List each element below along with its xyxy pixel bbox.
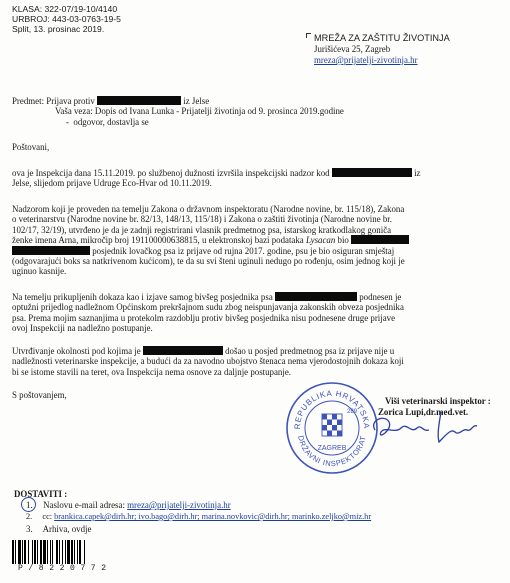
stamp-number: 289 <box>347 409 358 415</box>
paragraph-line: Nadzorom koji je proveden na temelju Zakona o državnom inspektoratu (Narodne novine, br. 115/18), Zakona <box>12 204 405 214</box>
paragraph-line: (odgovarajući boks sa natkrivenom kućicom), te da su svi šteni uginuli nedugo po rođenju, osim jednog koji je <box>12 256 405 267</box>
subject-prefix: Prijava protiv <box>46 96 95 106</box>
distribution-item-1 <box>26 500 231 510</box>
barcode <box>12 540 132 573</box>
subject-label: Predmet: <box>12 96 45 106</box>
signature-name: Zorica Lupi,dr.med.vet. <box>378 407 469 417</box>
closing-salutation: S poštovanjem, <box>12 390 67 400</box>
barcode-bar <box>18 540 21 564</box>
barcode-bar <box>52 540 53 564</box>
barcode-bar <box>79 540 81 564</box>
subject-suffix: iz Jelse <box>183 96 210 106</box>
subject-reference: Vaša veza: Dopis od Ivana Lunka - Prijatelji životinja od 9. prosinca 2019.godine <box>55 106 344 116</box>
paragraph-line: o veterinarstvu (Narodne novine br. 82/13, 148/13, 115/18) i Zakona o zaštiti životinja (Narodne novine br. <box>12 214 392 225</box>
barcode-bar <box>24 540 26 564</box>
barcode-bar <box>12 540 14 564</box>
redaction-block <box>143 346 223 355</box>
database-name: Lysacan <box>305 235 336 246</box>
subject-action <box>66 117 149 127</box>
distribution-item-2 <box>26 512 371 522</box>
barcode-bar <box>56 540 58 564</box>
text-span: ženke imena Arna, mikročip broj 191100000638815, u elektronskoj bazi podataka <box>12 235 304 246</box>
bullet-dash: - <box>66 117 74 127</box>
handwritten-signature <box>355 400 485 450</box>
barcode-bar <box>47 540 48 564</box>
coat-of-arms-icon <box>322 414 342 436</box>
header-urbroj: URBROJ: 443-03-0763-19-5 <box>12 14 121 24</box>
paragraph-line <box>12 346 498 356</box>
barcode-bar <box>43 540 46 564</box>
distribution-heading: DOSTAVITI : <box>14 489 68 499</box>
stamp-top-text: REPUBLIKA HRVATSKA <box>292 388 372 430</box>
cc-email-links[interactable]: brankica.capek@dirh.hr; ivo.bago@dirh.hr; marina.novkovic@dirh.hr; marinko.zeljko@miz.hr <box>54 512 372 521</box>
barcode-bar <box>84 540 85 564</box>
text-span: posjednik lovačkog psa iz prijave od rujna 2017. godine, psu je bio osiguran smještaj <box>92 245 395 256</box>
paragraph-findings <box>12 204 498 277</box>
text-span: Utvrđivanje okolnosti pod kojima je <box>12 346 141 356</box>
redaction-block <box>332 168 412 177</box>
paragraph-line <box>12 292 498 302</box>
barcode-bar <box>50 540 51 564</box>
barcode-bar <box>71 540 73 564</box>
paragraph-line: psa. Prema mojim saznanjima u protekolm razdoblju protiv bivšeg posjednika nisu podnesene druge prijave <box>12 312 396 323</box>
redaction-block <box>12 246 90 255</box>
redaction-block <box>97 96 181 105</box>
barcode-bar <box>59 540 60 564</box>
text-span: bio <box>337 235 349 246</box>
paragraph-line: bi se istome stavili na teret, ova Inspekcija nema osnove za daljnje postupanje. <box>12 366 291 377</box>
recipient-email-link[interactable]: mreza@prijatelji-zivotinja.hr <box>314 55 418 65</box>
signature-title: Viši veterinarski inspektor : <box>385 396 491 406</box>
recipient-corner-mark <box>306 33 311 38</box>
item-number: 2. <box>26 512 33 521</box>
stamp-bottom-text: DRŽAVNI INSPEKTORAT <box>296 434 368 469</box>
header-date: Split, 13. prosinac 2019. <box>12 24 105 34</box>
stamp-city: ZAGREB <box>317 445 347 452</box>
barcode-bar <box>28 540 29 564</box>
barcode-text: P / 8 2 2 0 7 7 2 <box>18 564 107 573</box>
paragraph-line <box>12 246 498 256</box>
barcode-bar <box>32 540 33 564</box>
item-number: 1. <box>26 500 33 510</box>
barcode-bar <box>37 540 38 564</box>
item-number: 3. <box>26 524 33 534</box>
email-link[interactable]: mreza@prijatelji-zivotinja.hr <box>127 500 231 510</box>
paragraph-line: uginuo kasnije. <box>12 266 67 277</box>
paragraph-line: optužni prijedlog nadležnom Općinskom prekršajnom sudu zbog neispunjavanja zakonskih obveza posjednika <box>12 302 404 313</box>
item-label: Arhiva, ovdje <box>42 524 92 534</box>
paragraph-line: Jelse, slijedom prijave Udruge Eco-Hvar od 10.11.2019. <box>12 178 212 189</box>
text-span: podnesen je <box>359 292 402 302</box>
text-span: iz <box>414 168 421 178</box>
text-span: došao u posjed predmetnog psa iz prijave nije u <box>225 346 395 356</box>
barcode-bar <box>77 540 78 564</box>
paragraph-line <box>12 235 498 245</box>
recipient-name: MREŽA ZA ZAŠTITU ŽIVOTINJA <box>314 33 450 43</box>
barcode-bar <box>34 540 36 564</box>
recipient-street: Jurišićeva 25, Zagreb <box>314 44 391 54</box>
barcode-bar <box>62 540 63 564</box>
barcode-bar <box>74 540 75 564</box>
paragraph-line: nadležnosti veterinarske inspekcije, a budući da za navodno ubojstvo štenaca nema vjerodostojnih dokaza koji <box>12 356 404 367</box>
paragraph-line: ovoj Inspekciji na nadležno postupanje. <box>12 323 153 334</box>
distribution-item-3 <box>26 524 91 534</box>
subject-action-text: odgovor, dostavlja se <box>73 117 149 127</box>
paragraph-line: 102/17, 32/19), utvrđeno je da je zadnji registrirani vlasnik predmetnog psa, istarskog kratkodlakog goniča <box>12 224 392 235</box>
item-label: cc: <box>42 512 53 521</box>
barcode-bar <box>67 540 70 564</box>
barcode-bars <box>12 540 132 564</box>
paragraph-inspection <box>12 168 498 189</box>
redaction-block <box>351 235 409 244</box>
text-span: Na temelju prikupljenih dokaza kao i izjave samog bivšeg posjednika psa <box>12 292 273 302</box>
barcode-bar <box>15 540 16 564</box>
greeting: Poštovani, <box>12 142 50 152</box>
barcode-bar <box>40 540 42 564</box>
header-klasa: KLASA: 322-07/19-10/4140 <box>12 4 118 14</box>
redaction-block <box>275 292 357 301</box>
barcode-bar <box>22 540 23 564</box>
paragraph-conclusion <box>12 346 498 377</box>
paragraph-line <box>12 168 498 178</box>
item-label: Naslovu e-mail adresa: <box>43 500 125 510</box>
barcode-bar <box>65 540 66 564</box>
text-span: ova je Inspekcija dana 15.11.2019. po službenoj dužnosti izvršila inspekcijski nadzor kod <box>12 168 330 178</box>
subject-line1 <box>12 96 209 106</box>
paragraph-proceedings <box>12 292 498 334</box>
